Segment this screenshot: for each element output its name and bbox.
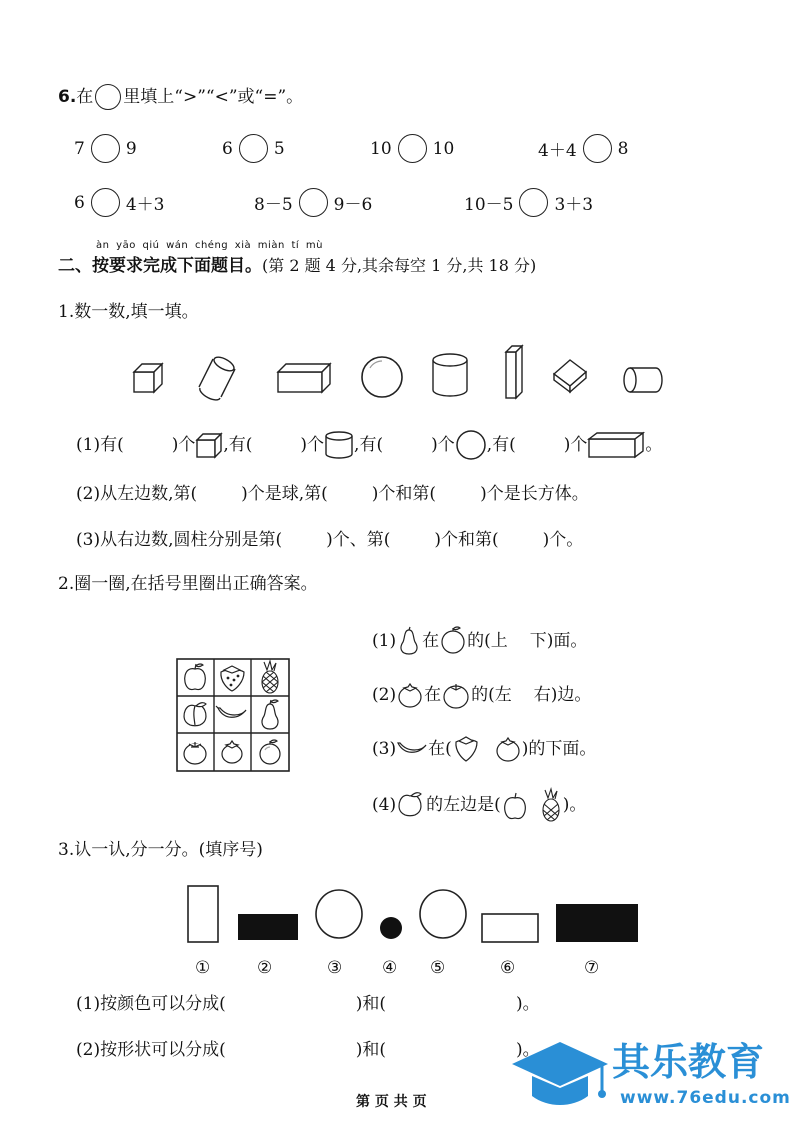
q3-l1-text: (1)按颜色可以分成( [76, 994, 226, 1014]
cylinder-icon [324, 430, 354, 460]
strawberry-icon [452, 734, 480, 764]
apple-icon [501, 790, 529, 820]
q1-line1 [76, 430, 662, 460]
answer-blank[interactable] [226, 994, 356, 1014]
answer-blank[interactable] [499, 530, 543, 550]
q2-s1-text: 下)面。 [529, 631, 588, 651]
compare-circle[interactable] [583, 134, 612, 163]
q6-instr-pre: 在 [76, 87, 94, 107]
compare-right: 3＋3 [554, 195, 594, 215]
q1-line3 [76, 530, 583, 550]
q2-s3-text: )的下面。 [521, 739, 597, 759]
answer-blank[interactable] [386, 994, 516, 1014]
compare-left: 6 [222, 138, 233, 159]
circle-outline-1 [316, 890, 362, 938]
q1-l3-text: )个、第( [326, 530, 391, 550]
label-3: ③ [327, 958, 343, 978]
compare-item-4 [538, 134, 628, 163]
q1-l3-text: )个。 [542, 530, 584, 550]
sphere-icon [362, 357, 402, 397]
answer-blank[interactable] [390, 530, 434, 550]
section-title: 二、按要求完成下面题目。 [58, 256, 262, 276]
watermark [508, 1036, 791, 1116]
q6-heading [58, 84, 303, 110]
q3-l2-text: )。 [515, 1040, 540, 1060]
cuboid-long-icon [587, 431, 645, 459]
pineapple-icon [539, 788, 563, 822]
q2-s4-text: 的左边是( [426, 795, 501, 815]
wide-rectangle-outline [482, 914, 538, 942]
black-dot [380, 917, 402, 939]
section-pinyin: àn yāo qiú wán chéng xià miàn tí mù [96, 240, 323, 251]
answer-blank[interactable] [197, 484, 241, 504]
q1-line2 [76, 484, 589, 504]
tall-rectangle-outline [188, 886, 218, 942]
cylinder-tilted-icon [199, 354, 236, 399]
compare-left: 6 [74, 192, 85, 213]
circle-outline-2 [420, 890, 466, 938]
q2-statement-4 [372, 788, 586, 822]
compare-circle[interactable] [519, 188, 548, 217]
tomato-icon [441, 680, 471, 710]
cube-icon [134, 364, 162, 392]
compare-left: 10－5 [464, 195, 514, 215]
label-1: ① [195, 958, 211, 978]
compare-left: 8－5 [254, 195, 293, 215]
q1-title: 1.数一数,填一填。 [58, 302, 199, 322]
answer-blank[interactable] [282, 530, 326, 550]
q3-shapes-row [186, 884, 646, 954]
q1-l1-text: )个 [300, 435, 325, 455]
answer-blank[interactable] [328, 484, 372, 504]
compare-right: 10 [432, 138, 455, 159]
peach-icon [396, 790, 426, 820]
compare-circle[interactable] [398, 134, 427, 163]
q1-l1-text: )个 [171, 435, 196, 455]
graduation-cap-icon [508, 1036, 618, 1112]
compare-circle[interactable] [91, 134, 120, 163]
q3-l2-text: (2)按形状可以分成( [76, 1040, 226, 1060]
q2-statement-1 [372, 626, 587, 656]
q3-l2-text: )和( [355, 1040, 386, 1060]
sphere-icon [455, 430, 487, 460]
label-6: ⑥ [500, 958, 516, 978]
q1-l1-text: 。 [645, 435, 663, 455]
compare-left: 10 [370, 138, 392, 159]
compare-right: 9 [125, 138, 137, 159]
pear-icon [396, 626, 422, 656]
black-rectangle-small [238, 914, 298, 940]
answer-blank[interactable] [226, 1040, 356, 1060]
watermark-brand: 其乐教育 [612, 1040, 765, 1084]
q3-l1-text: )和( [355, 994, 386, 1014]
q2-s2-text: 的(左 [471, 685, 512, 705]
q1-l1-text: ,有( [223, 435, 253, 455]
compare-right: 4＋3 [125, 195, 165, 215]
page-footer: 第 页 共 页 [356, 1094, 427, 1110]
q3-l1-text: )。 [515, 994, 540, 1014]
compare-right: 9－6 [333, 195, 373, 215]
q1-l3-text: )个和第( [434, 530, 499, 550]
section-note: (第 2 题 4 分,其余每空 1 分,共 18 分) [262, 256, 537, 275]
q1-l2-text: )个和第( [371, 484, 437, 504]
answer-blank[interactable] [386, 1040, 516, 1060]
compare-item-5 [74, 188, 164, 217]
persimmon-icon [396, 680, 424, 710]
banana-icon [396, 737, 428, 761]
label-2: ② [257, 958, 273, 978]
compare-item-7 [464, 188, 593, 217]
compare-item-3 [370, 134, 454, 163]
compare-circle[interactable] [299, 188, 328, 217]
label-7: ⑦ [584, 958, 600, 978]
compare-item-2 [222, 134, 285, 163]
q2-title: 2.圈一圈,在括号里圈出正确答案。 [58, 574, 318, 594]
q2-s2-text: 右)边。 [533, 685, 592, 705]
cube-tilted-icon [554, 360, 586, 392]
compare-circle[interactable] [91, 188, 120, 217]
q1-l2-text: (2)从左边数,第( [76, 484, 198, 504]
q1-l1-text: )个 [431, 435, 455, 455]
orange-icon [439, 626, 467, 656]
q2-s1-text: (1) [372, 631, 397, 651]
black-rectangle-large [556, 904, 638, 942]
answer-circle-icon [95, 84, 121, 110]
q3-line2 [76, 1040, 540, 1060]
q2-s2-text: (2) [372, 685, 397, 705]
compare-item-1 [74, 134, 137, 163]
q2-s4-text: )。 [562, 795, 587, 815]
q1-l1-text: )个 [563, 435, 588, 455]
cuboid-long-icon [278, 364, 330, 392]
q6-instr-post: 里填上“>”“<”或“=”。 [123, 87, 304, 107]
compare-item-6 [254, 188, 372, 217]
cube-icon [195, 432, 223, 458]
q1-l2-text: )个是球,第( [241, 484, 328, 504]
cylinder-lying-icon [624, 368, 662, 392]
compare-right: 5 [273, 138, 285, 159]
label-4: ④ [382, 958, 398, 978]
q1-l1-text: (1)有( [76, 435, 124, 455]
section-heading [58, 256, 536, 276]
q2-statement-2 [372, 680, 591, 710]
q1-l1-text: ,有( [486, 435, 516, 455]
q2-s2-text: 在 [424, 685, 442, 705]
q3-line1 [76, 994, 540, 1014]
q1-shapes-row [130, 346, 690, 406]
fruit-grid [176, 658, 292, 774]
q1-l1-text: ,有( [354, 435, 384, 455]
q1-l2-text: )个是长方体。 [480, 484, 589, 504]
cylinder-icon [433, 354, 467, 396]
q3-title: 3.认一认,分一分。(填序号) [58, 840, 263, 860]
persimmon-icon [494, 734, 522, 764]
q2-s3-text: (3) [372, 739, 397, 759]
cuboid-tall-icon [506, 346, 522, 398]
q2-s1-text: 的(上 [467, 631, 508, 651]
compare-circle[interactable] [239, 134, 268, 163]
label-5: ⑤ [430, 958, 446, 978]
watermark-url: www.76edu.com [620, 1088, 791, 1108]
q1-l3-text: (3)从右边数,圆柱分别是第( [76, 530, 283, 550]
compare-left: 4＋4 [538, 141, 577, 161]
q2-statement-3 [372, 734, 596, 764]
q2-s3-text: 在( [428, 739, 452, 759]
compare-right: 8 [617, 138, 629, 159]
q2-s1-text: 在 [422, 631, 440, 651]
q6-number: 6. [58, 87, 77, 107]
q2-s4-text: (4) [372, 795, 397, 815]
compare-left: 7 [74, 138, 85, 159]
answer-blank[interactable] [436, 484, 480, 504]
